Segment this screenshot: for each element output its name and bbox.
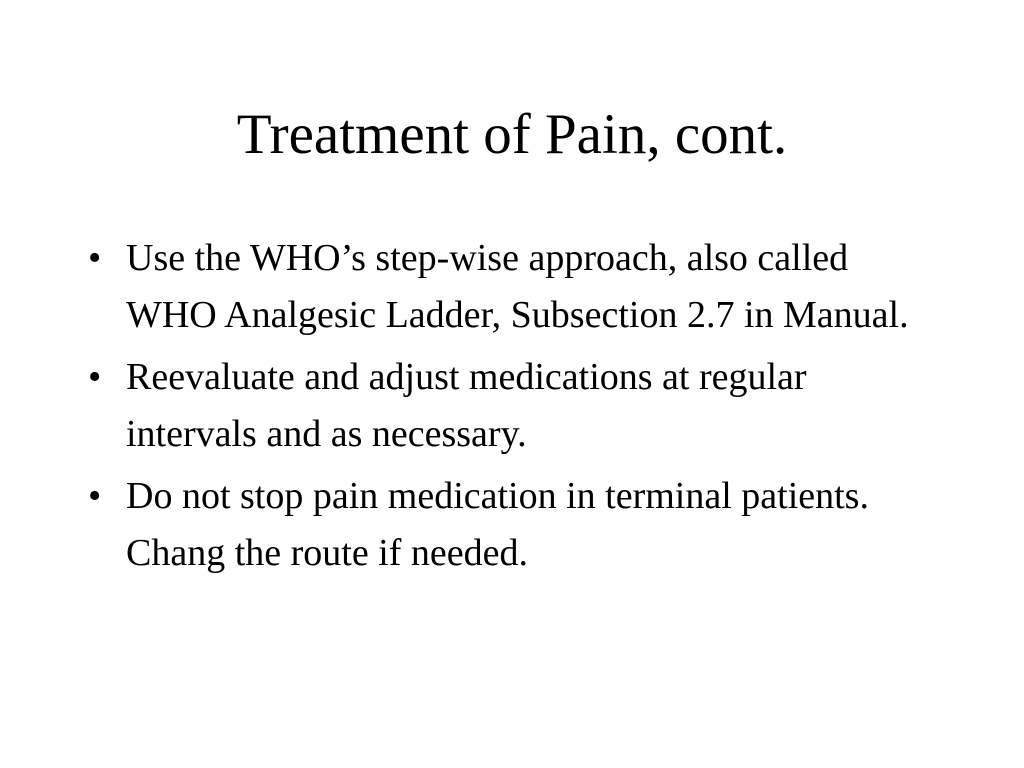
bullet-text: Use the WHO’s step-wise approach, also called WHO Analgesic Ladder, Subsection 2.7 in Manual.: [126, 237, 909, 336]
slide-title: Treatment of Pain, cont.: [236, 103, 788, 166]
bullet-marker: •: [88, 475, 102, 517]
bullet-text: Reevaluate and adjust medications at regular intervals and as necessary.: [126, 356, 807, 455]
bullet-list: [86, 230, 936, 587]
bullet-marker: •: [88, 356, 102, 398]
bullet-item: [86, 349, 936, 463]
bullet-marker: •: [88, 237, 102, 279]
bullet-item: [86, 468, 936, 582]
bullet-text: Do not stop pain medication in terminal patients. Chang the route if needed.: [126, 475, 869, 574]
bullet-item: [86, 230, 936, 344]
